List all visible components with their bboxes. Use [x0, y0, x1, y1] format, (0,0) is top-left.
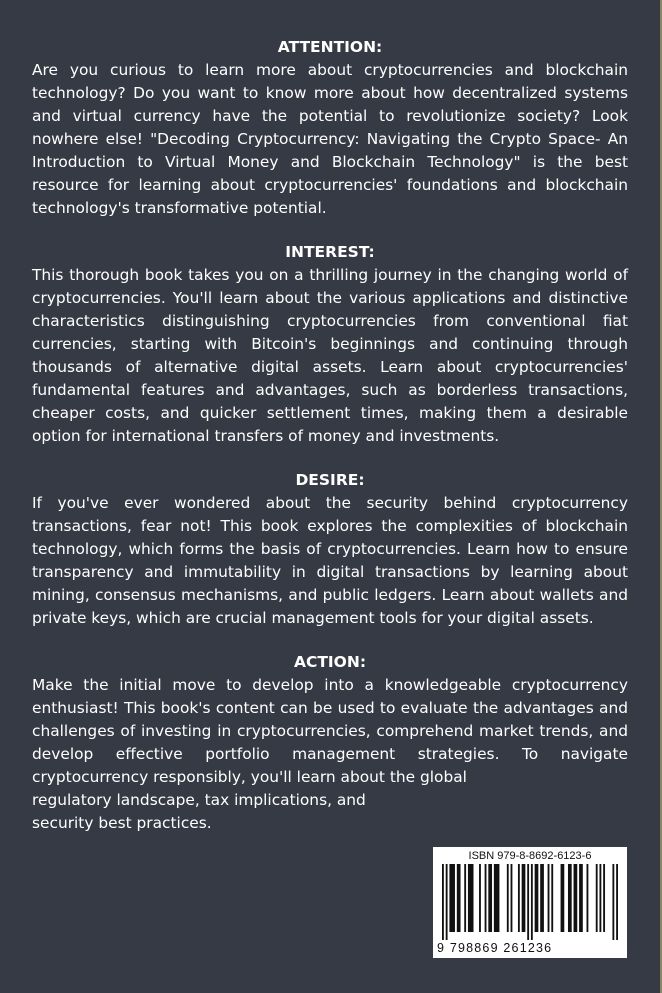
- barcode-bar: [551, 864, 553, 932]
- attention-section: [32, 36, 628, 220]
- barcode-bar: [494, 864, 500, 932]
- interest-heading: INTEREST:: [285, 243, 375, 261]
- barcode-bar: [535, 864, 539, 932]
- interest-paragraph: This thorough book takes you on a thrilling journey in the changing world of cryptocurrencies. You'll learn about the various applications and distinctive characteristics distinguishing cryptocurrencies from conventional fiat currencies, starting with Bitcoin's beginnings and continuing through thousands of alternative digital assets. Learn about cryptocurrencies' fundamental features and advantages, such as borderless transactions, cheaper costs, and quicker settlement times, making them a desirable option for international transfers of money and investments.: [32, 266, 628, 445]
- attention-paragraph: Are you curious to learn more about cryptocurrencies and blockchain technology? Do you want to know more about how decentralized systems and virtual currency have the potential to revolutionize society? Look nowhere else! "Decoding Cryptocurrency: Navigating the Crypto Space- An Introduction to Virtual Money and Blockchain Technology" is the best resource for learning about cryptocurrencies' foundations and blockchain technology's transformative potential.: [32, 61, 628, 217]
- barcode-bar: [596, 864, 598, 932]
- barcode-bar: [612, 864, 614, 940]
- barcode-bar: [464, 864, 466, 932]
- back-cover-text: [32, 36, 628, 856]
- barcode-bar: [587, 864, 589, 932]
- barcode-bar: [579, 864, 583, 932]
- desire-section: [32, 469, 628, 630]
- barcode-bar: [603, 864, 605, 932]
- interest-section: [32, 241, 628, 448]
- barcode-bar: [599, 864, 601, 932]
- barcode-bar: [511, 864, 513, 932]
- barcode-bar: [531, 864, 533, 940]
- barcode-bar: [446, 864, 448, 940]
- action-heading: ACTION:: [293, 653, 367, 671]
- barcode-bar: [479, 864, 481, 932]
- barcode-bar: [616, 864, 618, 940]
- action-paragraph-tail-1: regulatory landscape, tax implications, and: [32, 791, 366, 809]
- barcode-bars: [442, 864, 618, 940]
- action-section: [32, 651, 628, 835]
- action-paragraph: Make the initial move to develop into a knowledgeable cryptocurrency enthusiast! This book's content can be used to evaluate the advantages and challenges of investing in cryptocurrencies, comprehend market trends, and develop effective portfolio management strategies. To navigate cryptocurrency responsibly, you'll learn about the global: [32, 676, 628, 786]
- barcode-bar: [468, 864, 474, 932]
- desire-paragraph: If you've ever wondered about the security behind cryptocurrency transactions, fear not! This book explores the complexities of blockchain technology, which forms the basis of cryptocurrencies. Learn how to ensure transparency and immutability in digital transactions by learning about mining, consensus mechanisms, and public ledgers. Learn about wallets and private keys, which are crucial management tools for your digital assets.: [32, 494, 628, 627]
- barcode-bar: [457, 864, 461, 932]
- isbn-label: ISBN 979-8-8692-6123-6: [468, 850, 592, 862]
- barcode-bar: [540, 864, 544, 932]
- attention-heading: ATTENTION:: [277, 38, 383, 56]
- barcode-bar: [442, 864, 444, 940]
- barcode-bar: [548, 864, 550, 932]
- barcode-bar: [449, 864, 455, 932]
- action-paragraph-tail-2: security best practices.: [32, 814, 212, 832]
- barcode-bar: [522, 864, 526, 932]
- barcode-bar: [518, 864, 520, 932]
- barcode-bar: [485, 864, 487, 932]
- barcode-bar: [561, 864, 565, 932]
- barcode-bar: [507, 864, 509, 932]
- barcode-bar: [568, 864, 572, 932]
- barcode-bar: [488, 864, 492, 932]
- isbn-barcode: [433, 847, 627, 958]
- barcode-bar: [574, 864, 578, 932]
- barcode-digits: 9 798869 261236: [437, 941, 553, 955]
- barcode-bar: [527, 864, 529, 940]
- desire-heading: DESIRE:: [295, 471, 365, 489]
